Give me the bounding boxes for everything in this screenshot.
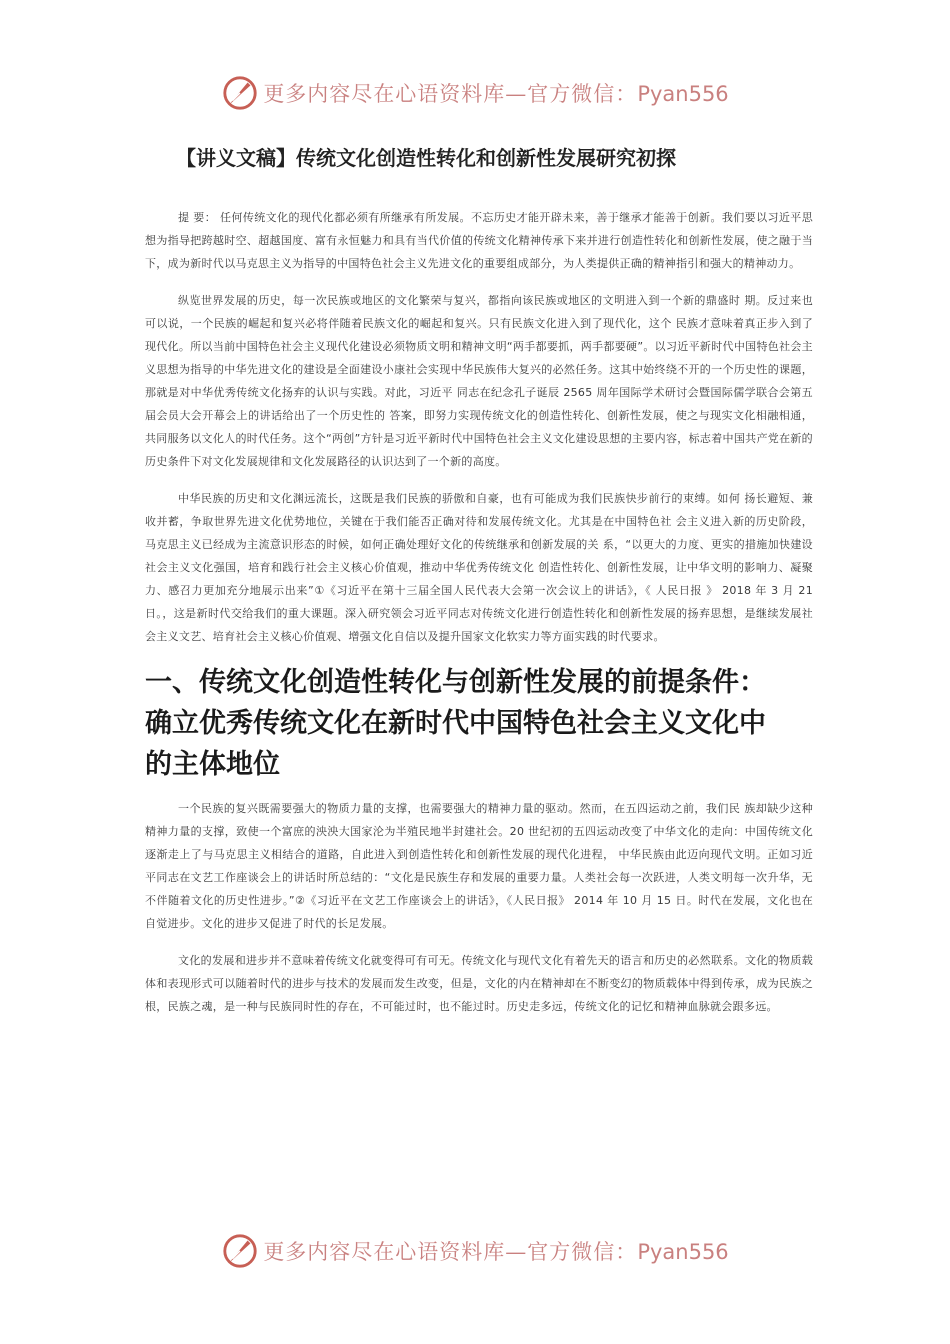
quill-logo-icon [221, 1232, 259, 1270]
banner-text: 更多内容尽在心语资料库—官方微信： [263, 1240, 638, 1264]
body-paragraph: 中华民族的历史和文化渊远流长，这既是我们民族的骄傲和自豪，也有可能成为我们民族快步前行的束缚。如何 扬长避短、兼收并蓄，争取世界先进文化优势地位，关键在于我们能否正确对待和发展传统文化。尤其是在中国特色社 会主义进入新的历史阶段，马克思主义已经成为主流意识形态的时候，如何正确处理好文化的传统继承和创新发展的关 系，“以更大的力度、更实的措施加快建设社会主义文化强国，培育和践行社会主义核心价值观，推动中华优秀传统文化 创造性转化、创新性发展，让中华文明的影响力、凝聚力、感召力更加充分地展示出来”①《习近平在第十三届全国人民代表大会第一次会议上的讲话》，《 人民日报 》 2018 年 3 月 21 日。，这是新时代交给我们的重大课题。深入研究领会习近平同志对传统文化进行创造性转化和创新性发展的扬弃思想，是继续发展社会主义文艺、培育社会主义核心价值观、增强文化自信以及提升国家文化软实力等方面实践的时代要求。 [145, 492, 813, 643]
banner-handle: Pyan556 [637, 82, 729, 106]
section-heading: 一、传统文化创造性转化与创新性发展的前提条件：确立优秀传统文化在新时代中国特色社会主义文化中的主体地位 [145, 667, 766, 780]
section-paragraph: 文化的发展和进步并不意味着传统文化就变得可有可无。传统文化与现代文化有着先天的语言和历史的必然联系。文化的物质载体和表现形式可以随着时代的进步与技术的发展而发生改变，但是，文化的内在精神却在不断变幻的物质载体中得到传承，成为民族之根，民族之魂，是一种与民族同时性的存在，不可能过时，也不能过时。历史走多远，传统文化的记忆和精神血脉就会跟多远。 [145, 954, 813, 1013]
body-paragraph: 纵览世界发展的历史，每一次民族或地区的文化繁荣与复兴，都指向该民族或地区的文明进入到一个新的鼎盛时 期。反过来也可以说，一个民族的崛起和复兴必将伴随着民族文化的崛起和复兴。只有民族文化进入到了现代化，这个 民族才意味着真正步入到了现代化。所以当前中国特色社会主义现代化建设必须物质文明和精神文明“两手都要抓，两手都要硬”。以习近平新时代中国特色社会主义思想为指导的中华先进文化的建设是全面建设小康社会实现中华民族伟大复兴的必然任务。这其中始终绕不开的一个历史性的课题，那就是对中华优秀传统文化扬弃的认识与实践。对此，习近平 同志在纪念孔子诞辰 2565 周年国际学术研讨会暨国际儒学联合会第五届会员大会开幕会上的讲话给出了一个历史性的 答案，即努力实现传统文化的创造性转化、创新性发展，使之与现实文化相融相通，共同服务以文化人的时代任务。这个“两创”方针是习近平新时代中国特色社会主义文化建设思想的主要内容，标志着中国共产党在新的历史条件下对文化发展规律和文化发展路径的认识达到了一个新的高度。 [145, 294, 813, 468]
banner-handle: Pyan556 [637, 1240, 729, 1264]
abstract-paragraph: 提 要： 任何传统文化的现代化都必须有所继承有所发展。不忘历史才能开辟未来，善于继承才能善于创新。我们要以习近平思想为指导把跨越时空、超越国度、富有永恒魅力和具有当代价值的传统文化精神传承下来并进行创造性转化和创新性发展，使之融于当下，成为新时代以马克思主义为指导的中国特色社会主义先进文化的重要组成部分，为人类提供正确的精神指引和强大的精神动力。 [145, 211, 813, 270]
banner-text: 更多内容尽在心语资料库—官方微信： [263, 82, 638, 106]
section-paragraph: 一个民族的复兴既需要强大的物质力量的支撑，也需要强大的精神力量的驱动。然而，在五四运动之前，我们民 族却缺少这种精神力量的支撑，致使一个富庶的泱泱大国家沦为半殖民地半封建社会。20 世纪初的五四运动改变了中华文化的走向：中国传统文化逐渐走上了与马克思主义相结合的道路，自此进入到创造性转化和创新性发展的现代化进程， 中华民族由此迈向现代文明。正如习近平同志在文艺工作座谈会上的讲话时所总结的：“文化是民族生存和发展的重要力量。人类社会每一次跃进，人类文明每一次升华，无不伴随着文化的历史性进步。”②《习近平在文艺工作座谈会上的讲话》，《人民日报》 2014 年 10 月 15 日。时代在发展，文化也在自觉进步。文化的进步又促进了时代的长足发展。 [145, 802, 813, 930]
footer-banner [0, 1226, 950, 1276]
header-banner [0, 68, 950, 118]
quill-logo-icon [221, 74, 259, 112]
document-title: 【讲义文稿】传统文化创造性转化和创新性发展研究初探 [176, 146, 676, 170]
document-body [145, 206, 813, 1032]
